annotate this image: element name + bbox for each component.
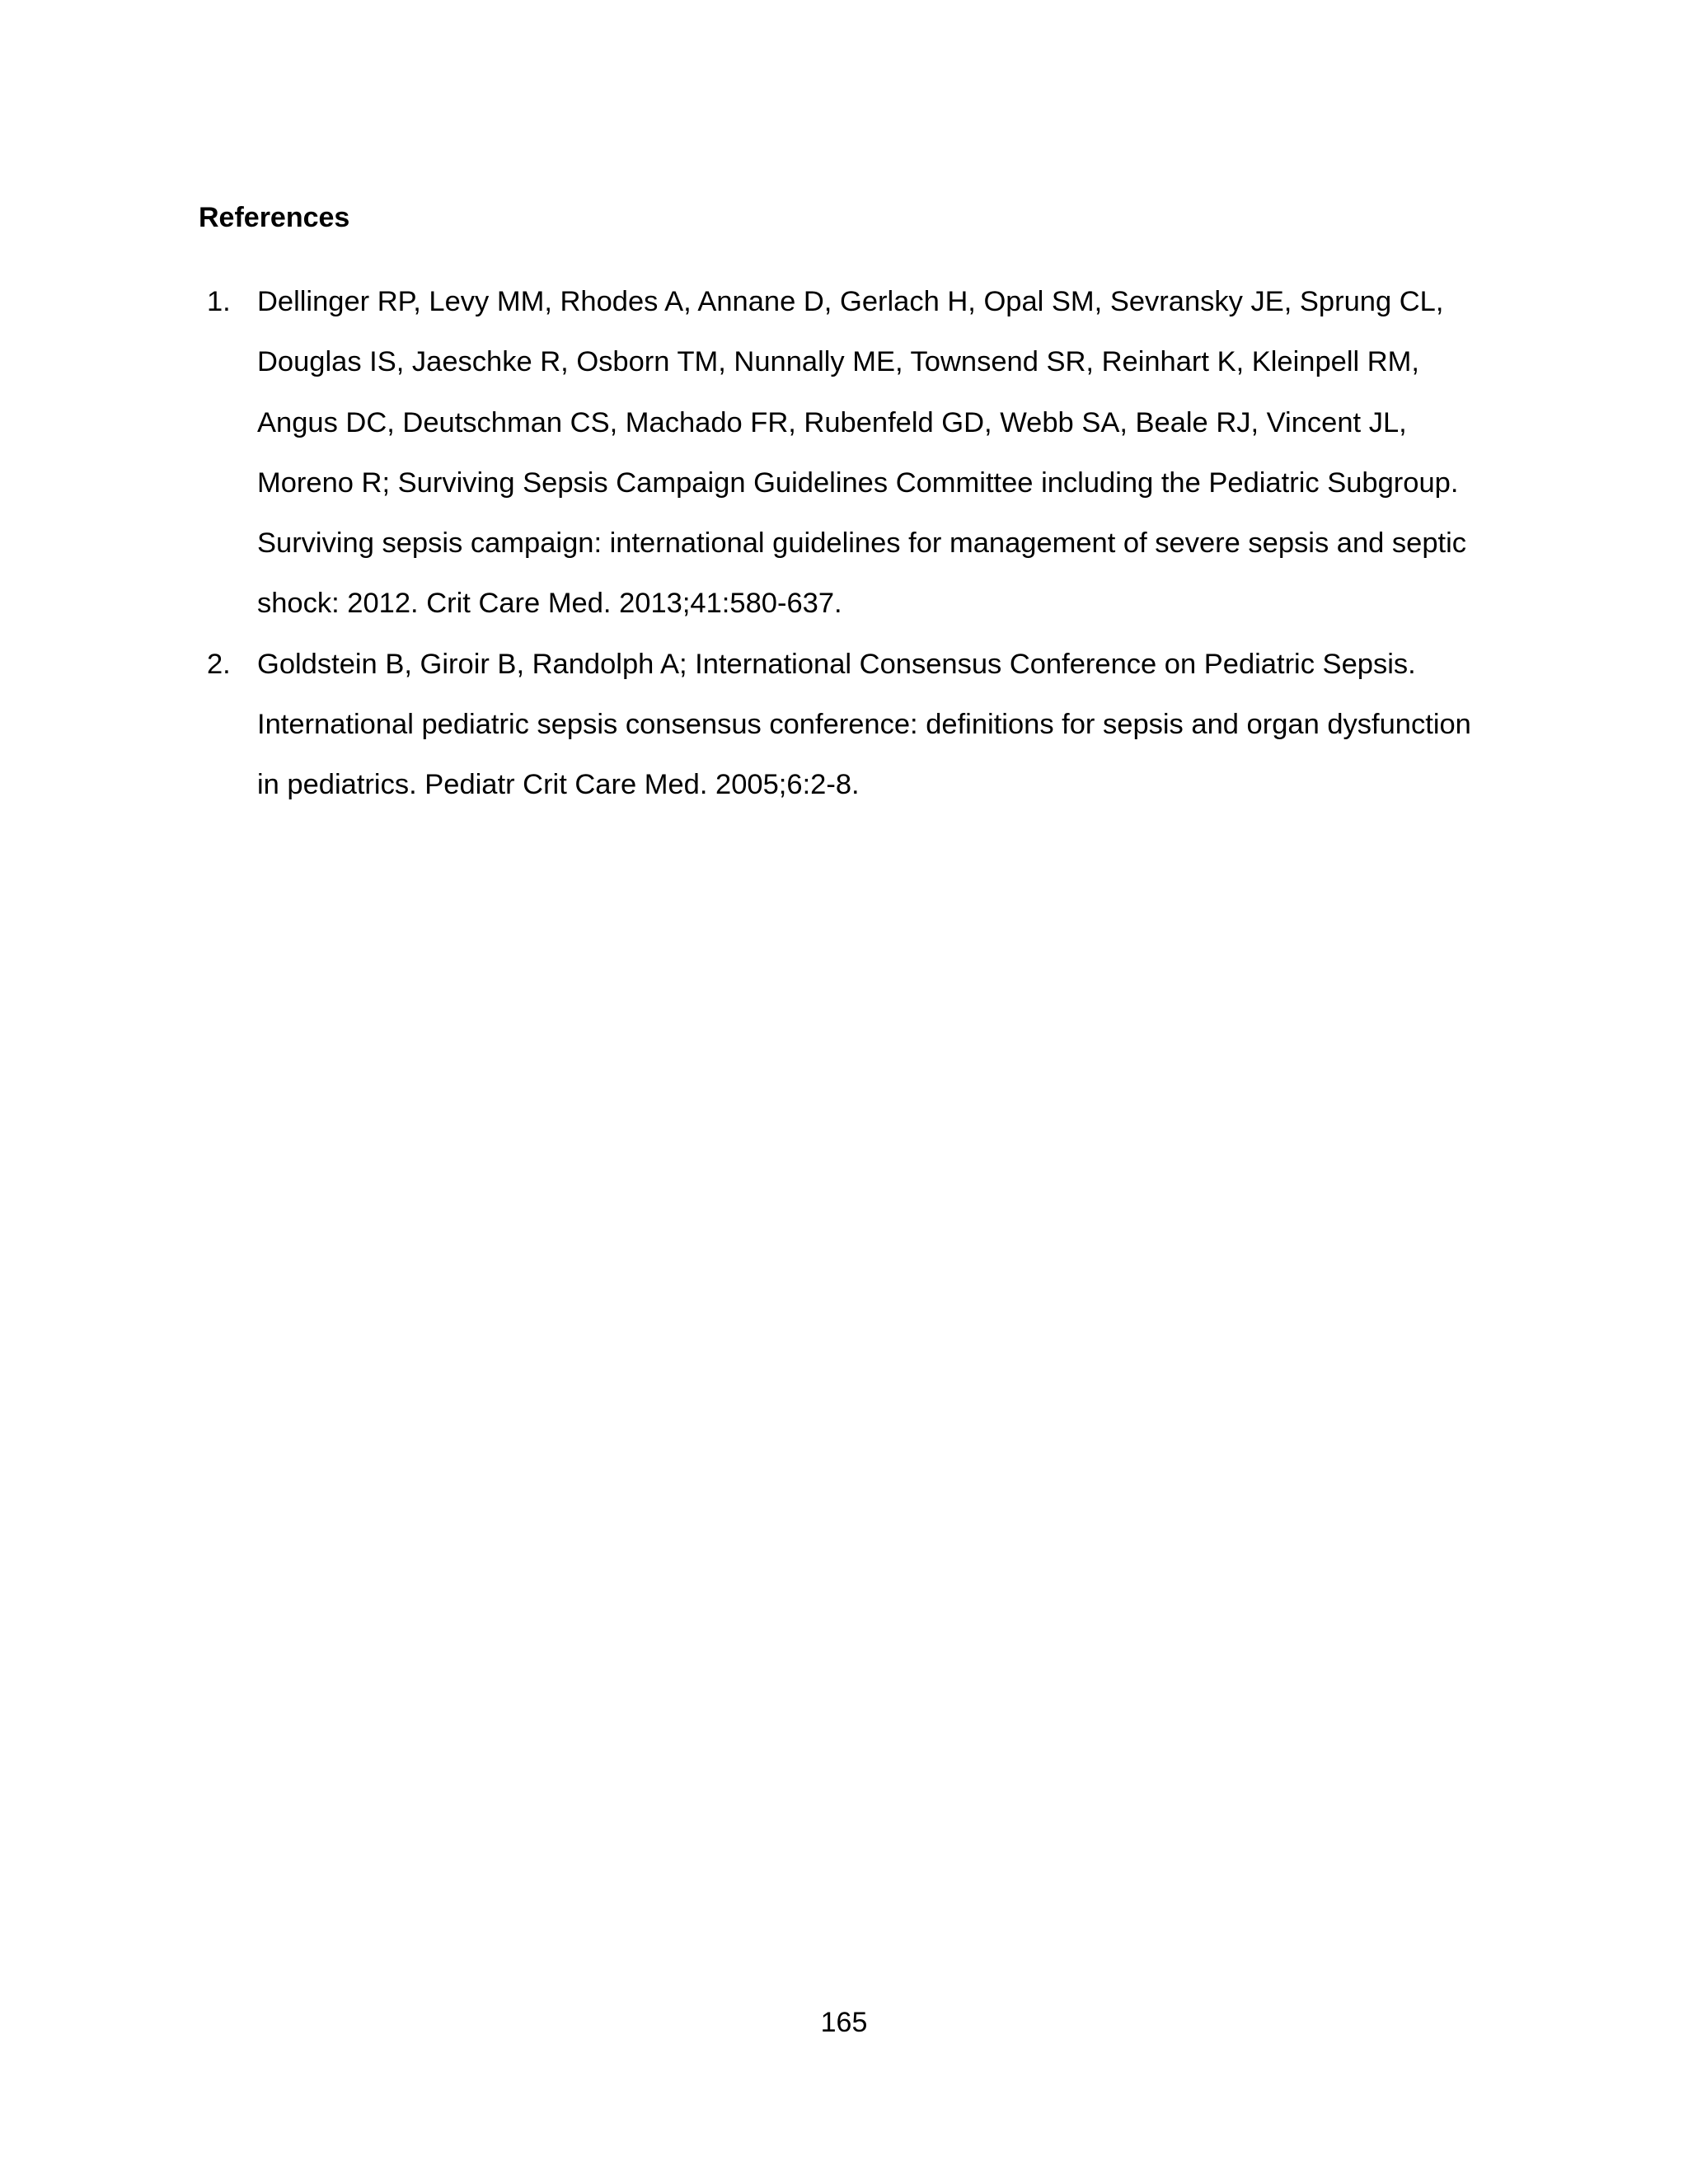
reference-item-2 [199, 635, 1484, 816]
reference-number: 1. [207, 286, 231, 317]
reference-number: 2. [207, 648, 231, 680]
reference-text: Goldstein B, Giroir B, Randolph A; International Consensus Conference on Pediatric Sepsis. International pediatric sepsis consensus conference: definitions for sepsis and organ dysfunction in pediatrics. Pediatr Crit Care Med. 2005;6:2-8. [257, 648, 1471, 801]
page-number: 165 [820, 2007, 868, 2038]
reference-list [199, 272, 1484, 816]
references-heading: References [199, 202, 350, 233]
reference-item-1 [199, 272, 1484, 635]
reference-text: Dellinger RP, Levy MM, Rhodes A, Annane D, Gerlach H, Opal SM, Sevransky JE, Sprung CL, Douglas IS, Jaeschke R, Osborn TM, Nunnally ME, Townsend SR, Reinhart K, Kleinpell RM, Angus DC, Deutschman CS, Machado FR, Rubenfeld GD, Webb SA, Beale RJ, Vincent JL, Moreno R; Surviving Sepsis Campaign Guidelines Committee including the Pediatric Subgroup. Surviving sepsis campaign: international guidelines for management of severe sepsis and septic shock: 2012. Crit Care Med. 2013;41:580-637. [257, 286, 1467, 620]
